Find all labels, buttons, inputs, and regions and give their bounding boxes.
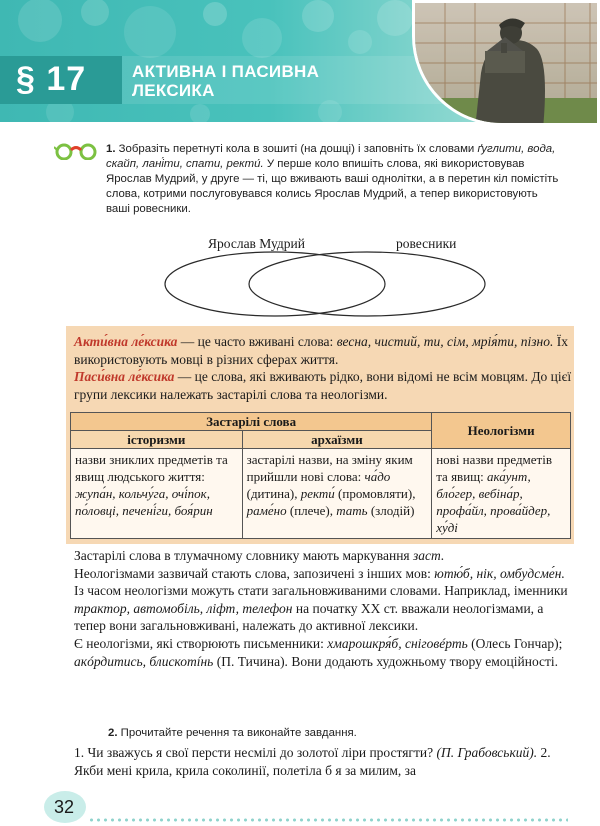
archaism-gloss-3: (плече), [289,503,333,518]
archaism-example-2: ректи́ [300,486,335,501]
table-header-neologisms: Неологізми [432,413,571,449]
sentence-1: 1. Чи зважусь я свої персти несмілі до золотої ліри простягти? [74,745,434,760]
active-lexicon-term: Акти́вна ле́ксика [74,334,178,349]
neologisms-def: нові назви предметів та явищ: [436,452,552,484]
writers-examples-1: хмарошкря́б, сніговéрть [327,635,468,651]
sentence-1-author: (П. Грабовський). [436,745,538,760]
writers-text-a: Є неологізми, які створюють письменники: [74,635,324,651]
exercise-1-words: ґуглити, вода, скайп, лані́ти, спати, ректи́. [106,143,556,170]
table-header-obsolete: Застарілі слова [71,413,432,431]
sentence-2: 2. Якби мені крила, крила соколинії, полетіла б я за милим, за [74,745,551,778]
borrowed-examples: ютю́б, нік, омбудсме́н. [434,565,565,581]
passive-lexicon-term: Паси́вна ле́ксика [74,369,175,385]
active-lexicon-definition [74,333,572,368]
exercise-1 [106,142,562,217]
marking-abbrev: заст. [413,548,445,563]
lexicon-table [70,412,571,539]
paragraph-over-time [74,582,574,635]
table-cell-archaisms [242,449,432,539]
venn-right-circle [249,252,485,316]
archaism-example-4: тать [336,503,368,518]
venn-right-label: ровесники [396,236,457,251]
archaism-gloss-4: (злодій) [370,503,415,518]
paragraph-writers [74,635,574,670]
chapter-title [132,62,319,100]
exercise-2-text: Прочитайте речення та виконайте завдання. [120,727,357,739]
marking-text: Застарілі слова в тлумачному словнику мають маркування [74,548,410,563]
active-lexicon-tail: Їх використовують мовці в різних сферах життя. [74,334,568,367]
active-lexicon-def: — це часто вживані слова: [180,334,334,349]
over-time-text-a: Із часом неологізми можуть стати загальновживаними словами. Наприклад, іменники [74,583,568,599]
writers-text-b: Вони додають художньому твору емоційності. [291,653,559,669]
chapter-title-line1: АКТИВНА І ПАСИВНА [132,62,320,81]
passive-lexicon-definition [74,368,572,403]
exercise-2-number: 2. [108,727,118,739]
exercise-1-text-b: У перше коло впишіть слова, які використовував Ярослав Мудрий, у друге — ті, що вживають ваші однолітки, а в перетин кіл помістіть слова, котрими послуговувався колись Ярослав Мудрий, а тепер використовують ваші ровесники. [106,158,559,215]
archaism-gloss-1: (дитина), [246,486,298,501]
venn-diagram [155,250,515,322]
over-time-examples: трактор, автомобіль, ліфт, телефон [74,600,293,616]
venn-left-label: Ярослав Мудрий [208,236,305,251]
archaism-example-3: раме́но [246,503,287,518]
table-cell-historisms [71,449,243,539]
chapter-title-line2: ЛЕКСИКА [132,81,215,100]
archaisms-def: застарілі назви, на зміну яким прийшли нові слова: [246,452,413,484]
table-header-historisms: історизми [71,431,243,449]
page-number: 32 [54,797,75,817]
venn-left-circle [165,252,385,316]
active-lexicon-examples: весна, чистий, ти, сім, мрія́ти, пізно. [336,334,554,349]
table-cell-neologisms [432,449,571,539]
historisms-examples: жупа́н, кольчу́га, очі́пок, по́ловці, печені́ги, боя́рин [75,486,213,518]
theory-text [74,333,572,403]
archaism-example-1: ча́до [364,469,391,484]
table-header-archaisms: архаїзми [242,431,432,449]
footer-dots [88,818,568,822]
writers-author-2: (П. Тичина). [216,653,288,669]
writers-examples-2: акóрдитись, блискотíнь [74,653,214,669]
neologisms-examples: ака́унт, бло́гер, вебіна́р, профа́йл, прова́йдер, ху́ді [436,469,551,535]
historisms-def: назви зниклих предметів та явищ людського життя: [75,452,228,484]
exercise-2-instruction [108,727,357,739]
exercise-glasses-icon [54,142,100,160]
writers-author-1: (Олесь Гончар); [471,635,563,651]
over-time-text-b: на початку XX ст. вважали неологізмами, а тепер вони загальновживані, належать до активної лексики. [74,600,544,634]
paragraph-number: § 17 [16,60,87,98]
exercise-1-number: 1. [106,143,116,155]
paragraph-marking [74,547,574,565]
archaism-gloss-2: (промовляти), [338,486,416,501]
paragraph-borrowed [74,565,574,583]
exercise-2-sentences [74,744,582,780]
exercise-1-text-a: Зобразіть перетнуті кола в зошиті (на дошці) і заповніть їх словами [118,143,475,155]
theory-continuation [74,547,574,670]
passive-lexicon-def: — це слова, які вживають рідко, вони відомі не всім мовцям. До цієї групи лексики належать застарілі слова та неологізми. [74,369,572,402]
borrowed-text: Неологізмами зазвичай стають слова, запозичені з інших мов: [74,565,431,581]
